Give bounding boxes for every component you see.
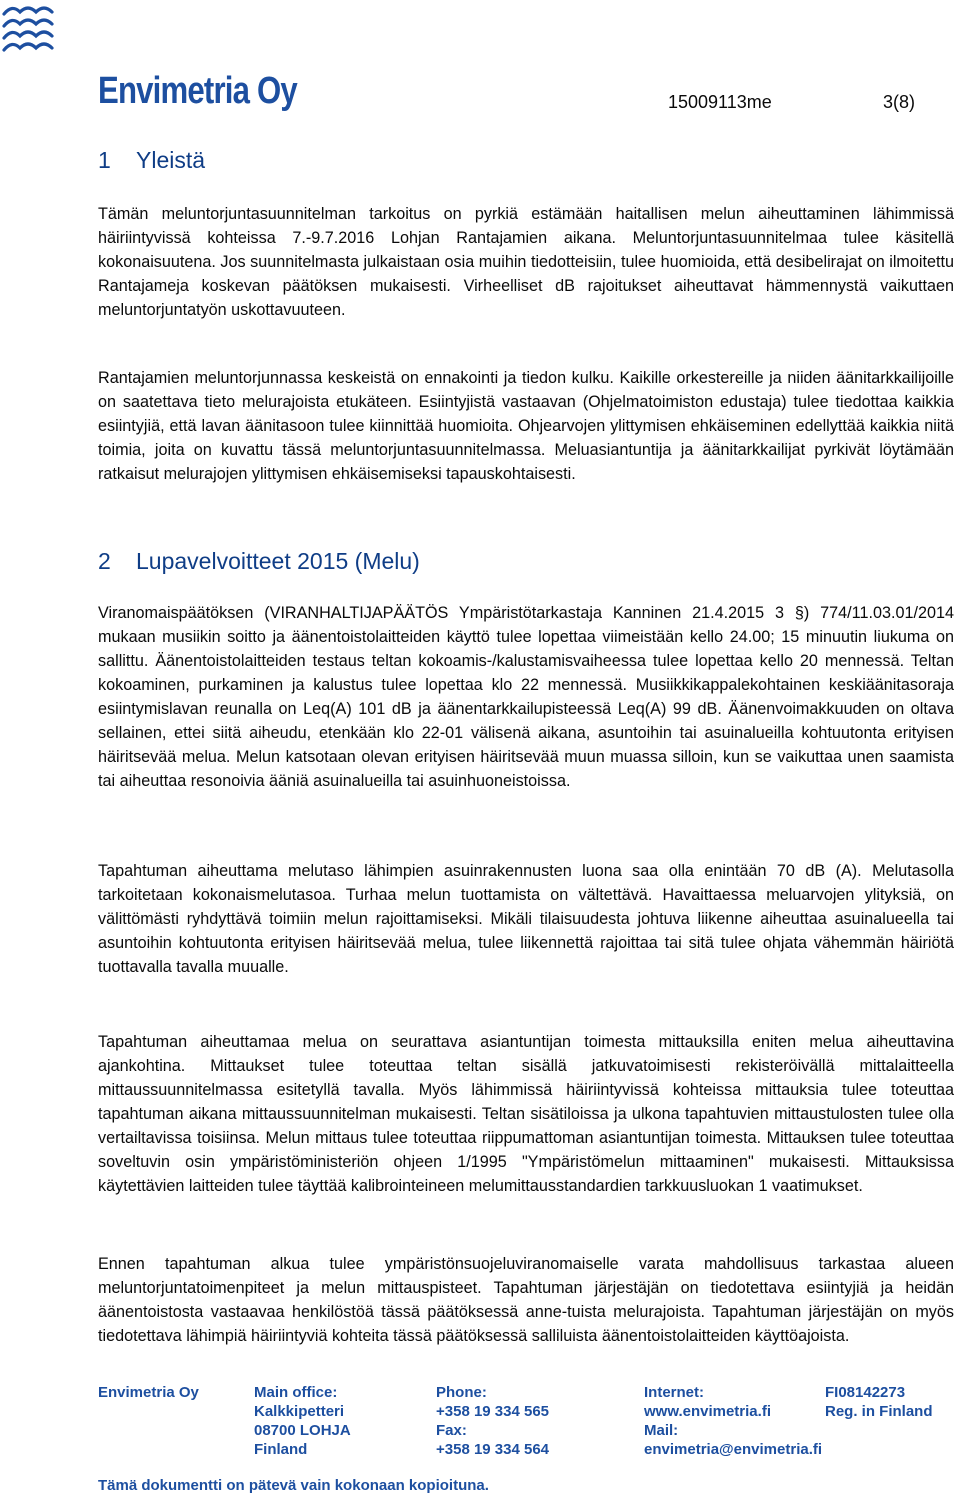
section-1-number: 1: [98, 147, 111, 173]
footer-company-column: [98, 1383, 199, 1402]
footer-phone: +358 19 334 565: [436, 1403, 550, 1420]
footer-office-country: Finland: [254, 1441, 308, 1458]
section-2-paragraph-3: Tapahtuman aiheuttamaa melua on seurattava asiantuntijan toimesta mittauksilla eniten melua aiheuttavina ajankohtina. Mittaukset tulee toteuttaa teltan sisällä jatkuvatoimisesti rekisteröivällä mittalaitteella mittaussuunnitelmassa esitetyllä tavalla. Myös lähimmissä häiriintyvissä kohteissa mittauksia tulee toteuttaa tapahtuman aikana mittaussuunnitelman mukaisesti. Teltan sisätiloissa ja ulkona tapahtuvien mittaustulosten tulee olla vertailtavissa toisiinsa. Melun mittaus tulee toteuttaa riippumattoman asiantuntijan toimesta. Mittauksen tulee toteuttaa soveltuvin osin ympäristöministeriön ohjeen 1/1995 "Ympäristömelun mittaaminen" mukaisesti. Mittauksissa käytettävien laitteiden tulee täyttää kalibrointeineen melumittausstandardien tarkkuusluokan 1 vaatimukset.: [98, 1033, 954, 1195]
document-reference: 15009113me: [668, 92, 772, 112]
footer-office-column: [254, 1383, 351, 1459]
footer-registration: Reg. in Finland: [825, 1403, 933, 1420]
section-2-number: 2: [98, 548, 111, 574]
footer-website-link[interactable]: www.envimetria.fi: [644, 1403, 771, 1420]
page-number: 3(8): [883, 92, 916, 112]
footer-office-street: Kalkkipetteri: [254, 1403, 345, 1420]
footer-office-city: 08700 LOHJA: [254, 1422, 351, 1439]
footer-office-label: Main office:: [254, 1384, 338, 1401]
section-1-heading: [98, 147, 205, 174]
section-2-paragraph-4: Ennen tapahtuman alkua tulee ympäristönsuojeluviranomaiselle varata mahdollisuus tarkastaa alueen meluntorjuntatoimenpiteet ja melun mittauspisteet. Tapahtuman järjestäjän on tiedotettava esiintyjiä ja heidän äänentoistosta vastaavaa henkilöstöä tässä päätöksessä anne-tuista melurajoista. Tapahtuman järjestäjän on myös tiedotettava lähimpiä häiriintyviä kohteita tässä päätöksessä salliluista äänentoistolaitteiden käyttöajoista.: [98, 1255, 954, 1345]
footer-fax: +358 19 334 564: [436, 1441, 550, 1458]
section-2-paragraph-1: Viranomaispäätöksen (VIRANHALTIJAPÄÄTÖS Ympäristötarkastaja Kanninen 21.4.2015 3 §) 774/11.03.01/2014 mukaan musiikin soitto ja äänentoistolaitteiden käyttö tulee lopettaa viimeistään kello 24.00; 15 minuutin liukuma on sallittu. Äänentoistolaitteiden testaus teltan kokoamis-/kalustamisvaiheessa tulee lopettaa kello 20 mennessä. Teltan kokoaminen, purkaminen ja kalustus tulee lopettaa klo 22 mennessä. Musiikkikappalekohtainen keskiäänitasoraja esiintymislavan reunalla on Leq(A) 101 dB ja äänentarkkailupisteessä Leq(A) 99 dB. Äänenvoimakkuuden on oltava sellainen, ettei siitä aiheudu, etenkään klo 22-01 välisenä aikana, asuntoihin tai asuinalueilla kohtuutonta erityisen häiritsevää melua. Melun katsotaan olevan erityisen häiritsevää muun muassa silloin, kun se vaikuttaa unen saamista tai aiheuttaa resonoivia ääniä asuinalueilla tai asuinhuoneistoissa.: [98, 604, 954, 790]
section-2-paragraph-2: Tapahtuman aiheuttama melutaso lähimpien asuinrakennusten luona saa olla enintään 70 dB (A). Melutasolla tarkoitetaan kokonaismelutasoa. Turhaa melun tuottamista on vältettävä. Havaittaessa meluarvojen ylityksiä, on välittömästi ryhdyttävä toimiin melun rajoittamiseksi. Mikäli tilaisuudesta johtuva liikenne aiheuttaa asuinalueella tai asuntoihin kohtuutonta erityisen häiritsevää melua, tulee liikennettä rajoittaa tai sitä tulee ohjata vähemmän häiriötä tuottavalla tavalla muualle.: [98, 862, 954, 976]
section-1-paragraph-1: Tämän meluntorjuntasuunnitelman tarkoitus on pyrkiä estämään haitallisen melun aiheuttaminen lähimmissä häiriintyvissä kohteissa 7.-9.7.2016 Lohjan Rantajamien aikana. Meluntorjuntasuunnitelmaa tulee käsitellä kokonaisuutena. Jos suunnitelmasta julkaistaan osia muihin tiedotteisiin, tulee huomioida, että desibelirajat on ilmoitettu Rantajameja koskevan päätöksen mukaisesti. Virheelliset dB rajoitukset aiheuttavat hämmennystä vaikuttaen meluntorjuntatyön uskottavuuteen.: [98, 205, 954, 319]
brand-name: Envimetria Oy: [98, 70, 297, 112]
footer-mail-label: Mail:: [644, 1422, 679, 1439]
footer-company: Envimetria Oy: [98, 1384, 199, 1401]
footer-email-link[interactable]: envimetria@envimetria.fi: [644, 1441, 823, 1458]
section-1-title: Yleistä: [136, 147, 206, 173]
footer-business-id: FI08142273: [825, 1384, 906, 1401]
footer-internet-column: [644, 1383, 822, 1459]
copy-notice: Tämä dokumentti on pätevä vain kokonaan kopioituna.: [98, 1477, 489, 1494]
section-2-heading: [98, 548, 420, 575]
footer-phone-label: Phone:: [436, 1384, 487, 1401]
footer-internet-label: Internet:: [644, 1384, 704, 1401]
section-1-paragraph-2: Rantajamien meluntorjunnassa keskeistä on ennakointi ja tiedon kulku. Kaikille orkestereille ja niiden äänitarkkailijoille on saatettava tieto melurajoista etukäteen. Esiintyjistä vastaavan (Ohjelmatoimiston edustaja) tulee tiedottaa kaikkia esiintyjiä, että lavan äänitasoon tulee kiinnittää huomioita. Ohjearvojen ylittymisen ehkäiseminen edellyttää kaikkia niitä toimia, joita on kuvattu tässä meluntorjuntasuunnitelmassa. Meluasiantuntija ja äänitarkkailijat pyrkivät löytämään ratkaisut melurajojen ylittymisen ehkäisemiseksi tapauskohtaisesti.: [98, 369, 954, 483]
footer-fax-label: Fax:: [436, 1422, 467, 1439]
footer-phone-column: [436, 1383, 549, 1459]
footer-registration-column: [825, 1383, 933, 1421]
logo-icon: [0, 0, 60, 60]
footer: [98, 1383, 958, 1463]
section-2-title: Lupavelvoitteet 2015 (Melu): [136, 548, 420, 574]
